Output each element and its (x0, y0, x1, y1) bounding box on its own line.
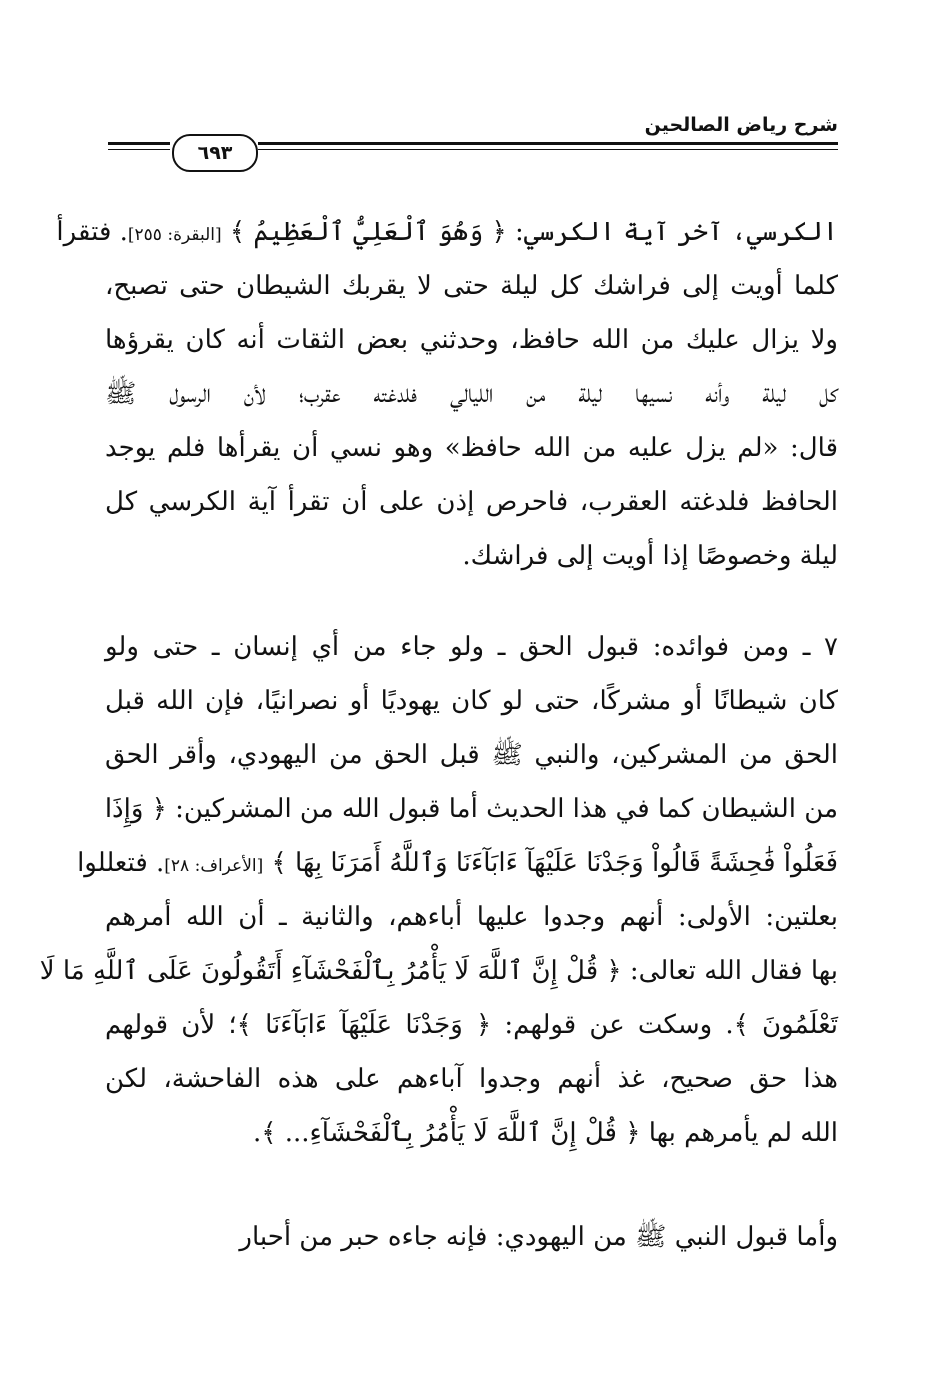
text-segment: ليلة وخصوصًا إذا أويت إلى فراشك. (462, 541, 838, 571)
running-title: شرح رياض الصالحين (644, 114, 838, 136)
text-segment: الحافظ فلدغته العقرب، فاحرص إذن على أن تقرأ آية الكرسي كل (105, 487, 838, 517)
text-segment: الحق من المشركين، والنبي ﷺ قبل الحق من اليهودي، وأقر الحق (105, 740, 838, 770)
text-segment: . فتعللوا (77, 848, 165, 878)
text-segment: وأما قبول النبي ﷺ من اليهودي: فإنه جاءه حبر من أحبار (239, 1222, 838, 1252)
header-rule-right (258, 142, 838, 145)
header-rule-left-thin (108, 149, 170, 150)
header-rule-right-thin (258, 149, 838, 150)
text-line (105, 998, 838, 1052)
page-header (108, 108, 838, 168)
text-line (105, 421, 838, 475)
text-line (105, 728, 838, 782)
text-line (105, 313, 838, 367)
text-line (105, 890, 838, 944)
header-rule-left (108, 142, 170, 145)
text-line (77, 836, 838, 890)
text-segment: فَعَلُواْ فَٰحِشَةً قَالُواْ وَجَدْنَا عَلَيْهَآ ءَابَآءَنَا وَٱللَّهُ أَمَرَنَا بِهَا ﴾ (263, 848, 838, 878)
paragraph-1 (56, 205, 838, 583)
text-line (105, 367, 838, 421)
text-segment: كل ليلة وأنه نسيها ليلة من الليالي فلدغته عقرب؛ لأن الرسول ﷺ (105, 379, 838, 409)
citation: [الأعراف: ٢٨] (164, 856, 264, 876)
text-line (105, 620, 838, 674)
text-segment: هذا حق صحيح، غذ أنهم وجدوا آباءهم على هذه الفاحشة، لكن (105, 1064, 838, 1094)
citation: [البقرة: ٢٥٥] (127, 225, 222, 245)
text-segment: ٧ ـ ومن فوائده: قبول الحق ـ ولو جاء من أي إنسان ـ حتى ولو (105, 632, 838, 662)
text-line (105, 259, 838, 313)
text-segment: قال: «لم يزل عليه من الله حافظ» وهو نسي أن يقرأها فلم يوجد (105, 433, 838, 463)
text-line (105, 1052, 838, 1106)
text-segment: بها فقال الله تعالى: ﴿ قُلْ إِنَّ ٱللَّهَ لَا يَأْمُرُ بِٱلْفَحْشَآءِ أَتَقُولُونَ عَلَى ٱللَّهِ مَا لَا (39, 956, 838, 986)
text-segment: الكرسي، آخر آية الكرسي: ﴿ وَهُوَ ٱلْعَلِيُّ ٱلْعَظِيمُ ﴾ (221, 217, 838, 247)
page-number (172, 134, 258, 172)
text-segment: الله لم يأمرهم بها ﴿ قُلْ إِنَّ ٱللَّهَ لَا يَأْمُرُ بِٱلْفَحْشَآءِ... ﴾. (252, 1118, 838, 1148)
text-line (56, 205, 838, 259)
text-line (39, 944, 838, 998)
text-segment: ولا يزال عليك من الله حافظ، وحدثني بعض الثقات أنه كان يقرؤها (105, 325, 838, 355)
text-line (105, 1210, 838, 1264)
text-segment: تَعْلَمُونَ ﴾. وسكت عن قولهم: ﴿ وَجَدْنَا عَلَيْهَآ ءَابَآءَنَا ﴾؛ لأن قولهم (105, 1010, 838, 1040)
text-segment: كلما أويت إلى فراشك كل ليلة حتى لا يقربك الشيطان حتى تصبح، (105, 271, 838, 301)
text-segment: بعلتين: الأولى: أنهم وجدوا عليها أباءهم، والثانية ـ أن الله أمرهم (105, 902, 838, 932)
text-segment: . فتقرأ (56, 217, 128, 247)
text-line (105, 475, 838, 529)
paragraph-2 (39, 620, 838, 1160)
text-line (105, 782, 838, 836)
text-line (105, 1106, 838, 1160)
paragraph-3 (105, 1210, 838, 1264)
text-segment: كان شيطانًا أو مشركًا، حتى لو كان يهوديًا أو نصرانيًا، فإن الله قبل (105, 686, 838, 716)
page-number-text: ٦٩٣ (197, 142, 233, 164)
text-segment: من الشيطان كما في هذا الحديث أما قبول الله من المشركين: ﴿ وَإِذَا (104, 794, 838, 824)
text-line (105, 674, 838, 728)
text-line (105, 529, 838, 583)
